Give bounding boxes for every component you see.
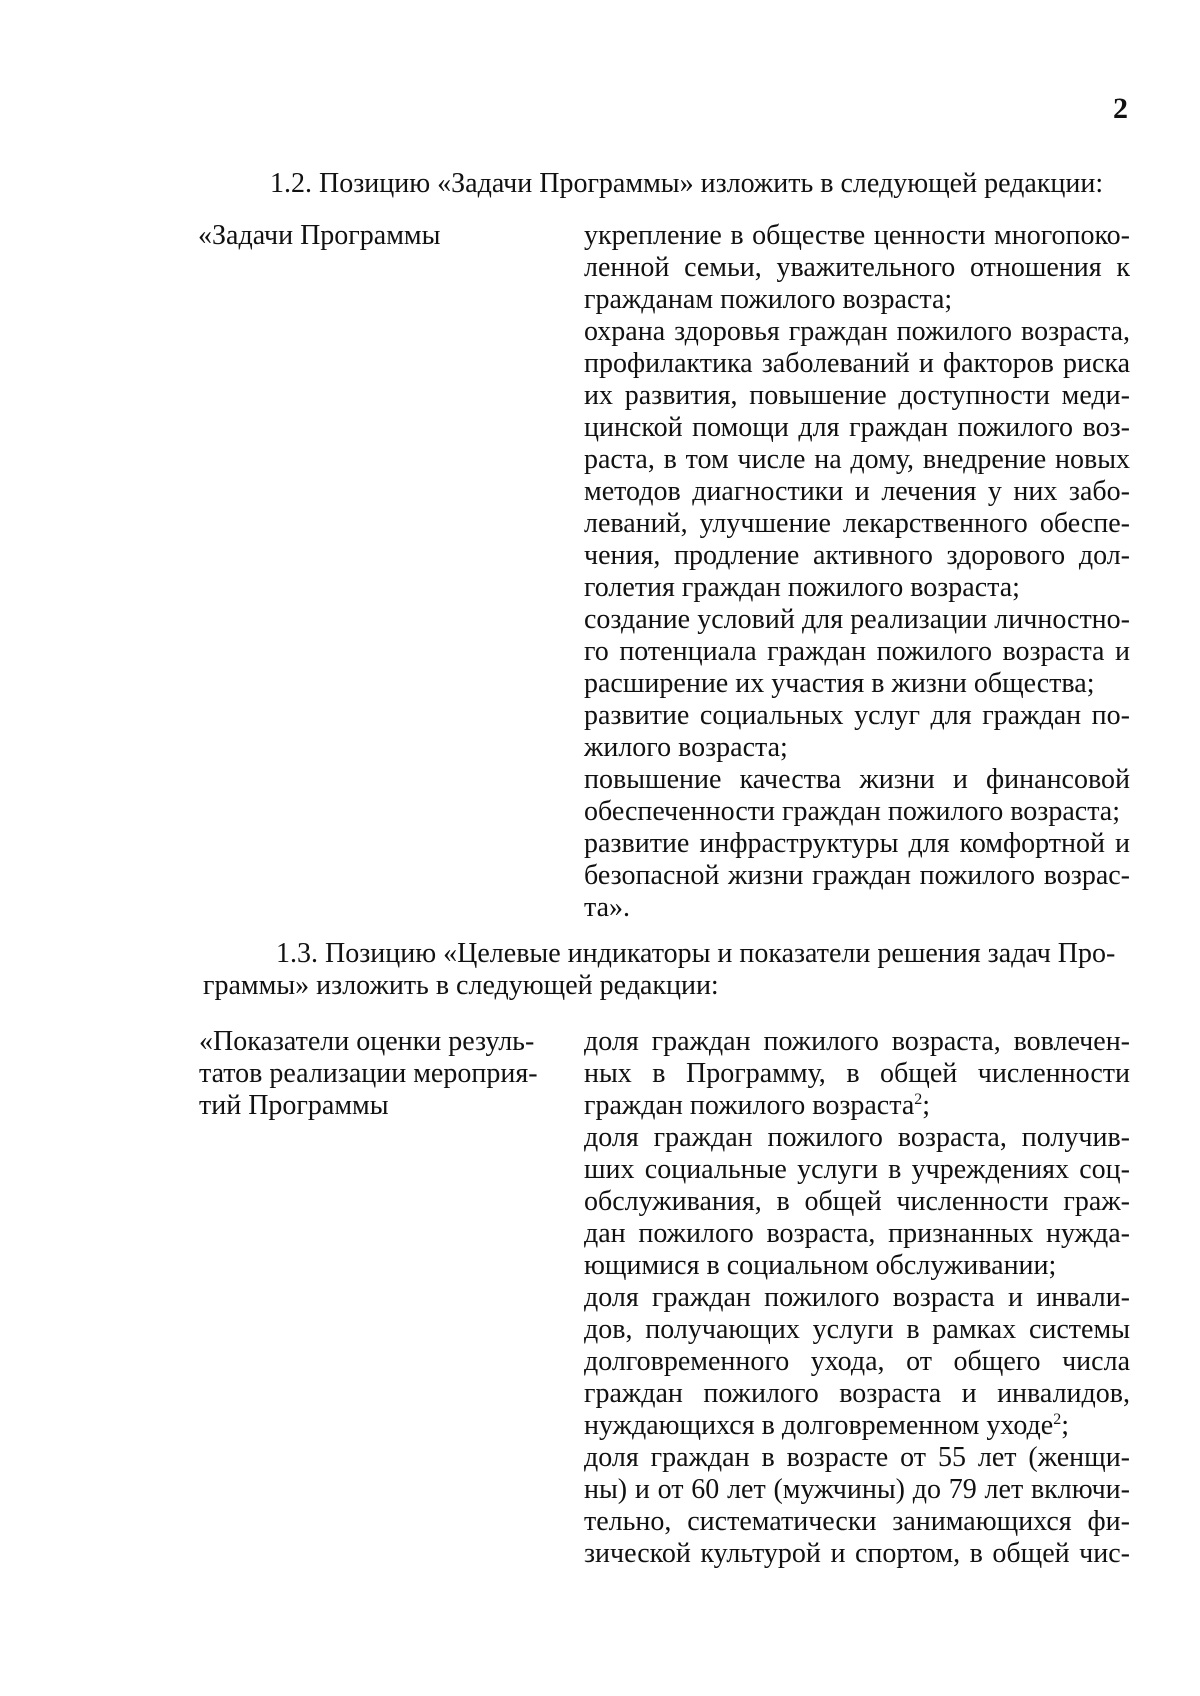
text-line: доля граждан пожилого возраста и инвали- [584,1282,1130,1313]
footnote-mark: 2 [1053,1411,1062,1428]
line-end: ; [922,1090,931,1121]
text-line: обслуживания, в общей численности граж- [584,1186,1130,1217]
text-line: создание условий для реализации личностно- [584,604,1130,635]
text-line: их развития, повышение доступности меди- [584,380,1130,411]
text-line: раста, в том числе на дому, внедрение новых [584,444,1130,475]
text-line: зической культурой и спортом, в общей чис- [584,1538,1130,1569]
line-end: ; [1061,1410,1069,1441]
text-line: охрана здоровья граждан пожилого возраста, [584,316,1130,347]
text-line: ных в Программу, в общей численности [584,1058,1130,1089]
text-line: доля граждан пожилого возраста, вовлечен- [584,1026,1130,1057]
text-segment: нуждающихся в долговременном уходе [584,1410,1054,1441]
text-line: дов, получающих услуги в рамках системы [584,1314,1130,1345]
text-line: развитие социальных услуг для граждан по- [584,700,1130,731]
text-line: цинской помощи для граждан пожилого воз- [584,412,1130,443]
text-line: безопасной жизни граждан пожилого возрас- [584,860,1130,891]
text-line: ленной семьи, уважительного отношения к [584,252,1130,283]
section-1-3-heading-cont: граммы» изложить в следующей редакции: [203,970,719,1001]
text-line: голетия граждан пожилого возраста; [584,572,1020,603]
text-segment: граждан пожилого возраста [584,1090,915,1121]
text-line: дан пожилого возраста, признанных нужда- [584,1218,1130,1249]
text-line: профилактика заболеваний и факторов риска [584,348,1130,379]
tasks-label: «Задачи Программы [198,220,441,251]
text-line: укрепление в обществе ценности многопоко- [584,220,1130,251]
text-line: методов диагностики и лечения у них забо- [584,476,1130,507]
text-line: повышение качества жизни и финансовой [584,764,1130,795]
label-line: «Показатели оценки резуль- [199,1026,535,1057]
text-line-with-footnote [584,1090,1130,1122]
text-line: развитие инфраструктуры для комфортной и [584,828,1130,859]
indicators-text [584,1026,1130,1570]
page-number: 2 [1113,92,1128,125]
label-line: татов реализации мероприя- [199,1058,538,1089]
text-line: тельно, систематически занимающихся фи- [584,1506,1130,1537]
text-line: доля граждан пожилого возраста, получив- [584,1122,1130,1153]
text-line: граждан пожилого возраста и инвалидов, [584,1378,1130,1409]
text-line: гражданам пожилого возраста; [584,284,953,315]
text-line-with-footnote [584,1410,1130,1442]
text-line: доля граждан в возрасте от 55 лет (женщи- [584,1442,1130,1473]
text-line: обеспеченности граждан пожилого возраста; [584,796,1120,827]
text-line: ющимися в социальном обслуживании; [584,1250,1057,1281]
text-line: леваний, улучшение лекарственного обеспе- [584,508,1130,539]
text-line: ны) и от 60 лет (мужчины) до 79 лет включи- [584,1474,1130,1505]
text-line: та». [584,892,631,923]
label-line: тий Программы [199,1090,389,1121]
indicators-label [199,1026,538,1122]
text-line: чения, продление активного здорового дол- [584,540,1130,571]
text-line: го потенциала граждан пожилого возраста и [584,636,1130,667]
tasks-text [584,220,1130,924]
text-line: жилого возраста; [584,732,788,763]
footnote-mark: 2 [914,1091,923,1108]
text-line: расширение их участия в жизни общества; [584,668,1095,699]
text-line: долговременного ухода, от общего числа [584,1346,1130,1377]
section-1-3-heading: 1.3. Позицию «Целевые индикаторы и показатели решения задач Про- [276,938,1116,969]
text-line: ших социальные услуги в учреждениях соц- [584,1154,1130,1185]
section-1-2-heading: 1.2. Позицию «Задачи Программы» изложить в следующей редакции: [270,168,1104,199]
